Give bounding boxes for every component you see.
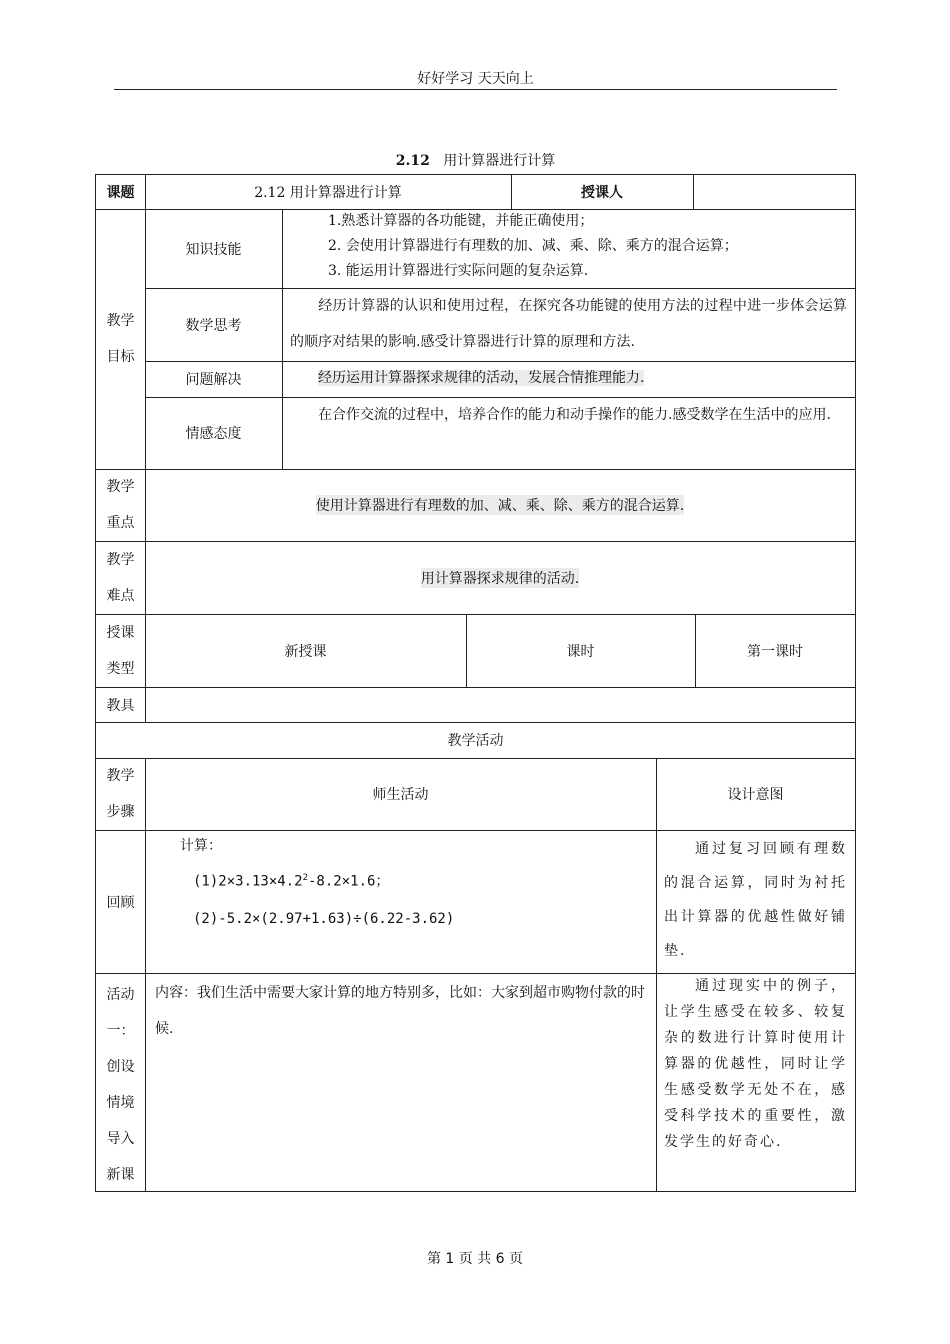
key-points-label-line1: 教学 bbox=[106, 479, 135, 495]
header-rule bbox=[114, 89, 837, 90]
objective-knowledge-content bbox=[282, 209, 856, 289]
steps-label-line2: 步骤 bbox=[106, 804, 135, 820]
title-number: 2.12 bbox=[395, 153, 430, 169]
difficulties-text: 用计算器探求规律的活动. bbox=[421, 568, 579, 588]
activity-1-label-line5: 导入 bbox=[106, 1131, 135, 1147]
review-q1-pre: (1)2×3.13×4.2 bbox=[193, 873, 303, 890]
label-lesson-type bbox=[95, 614, 146, 688]
page-header: 好好学习 天天向上 bbox=[417, 71, 534, 87]
objectives-label-line2: 目标 bbox=[106, 349, 135, 365]
knowledge-line-2: 2. 会使用计算器进行有理数的加、减、乘、除、乘方的混合运算； bbox=[328, 238, 738, 254]
label-tools: 教具 bbox=[95, 687, 146, 723]
activity-1-label-line6: 新课 bbox=[106, 1167, 135, 1183]
title-text: 用计算器进行计算 bbox=[443, 153, 556, 169]
activities-title: 教学活动 bbox=[95, 722, 856, 759]
activity-1-label-line2: 一： bbox=[106, 1023, 135, 1039]
review-q1-post: -8.2×1.6； bbox=[308, 873, 390, 890]
review-question-1 bbox=[193, 866, 389, 894]
objectives-label-line1: 教学 bbox=[106, 313, 135, 329]
activity-1-content: 内容：我们生活中需要大家计算的地方特别多，比如：大家到超市购物付款的时候. bbox=[145, 973, 657, 1192]
lesson-type-value: 新授课 bbox=[145, 614, 467, 688]
knowledge-line-1: 1.熟悉计算器的各功能键，并能正确使用； bbox=[328, 213, 594, 229]
objective-name-attitude: 情感态度 bbox=[145, 397, 283, 470]
review-content bbox=[145, 830, 657, 974]
objective-name-knowledge: 知识技能 bbox=[145, 209, 283, 289]
review-question-2: (2)-5.2×(2.97+1.63)÷(6.22-3.62) bbox=[193, 911, 455, 927]
key-points-content bbox=[145, 469, 856, 542]
label-steps bbox=[95, 758, 146, 831]
difficulties-label-line2: 难点 bbox=[106, 587, 135, 604]
column-header-intent: 设计意图 bbox=[656, 758, 856, 831]
label-activity-1 bbox=[95, 973, 146, 1192]
key-points-label-line2: 重点 bbox=[106, 515, 135, 531]
document-title bbox=[95, 150, 856, 170]
problem-text: 经历运用计算器探求规律的活动，发展合情推理能力. bbox=[318, 370, 645, 386]
label-teacher: 授课人 bbox=[511, 174, 694, 210]
review-q1-exponent: 2 bbox=[302, 873, 308, 883]
label-topic: 课题 bbox=[95, 174, 146, 210]
tools-value bbox=[145, 687, 856, 723]
key-points-text: 使用计算器进行有理数的加、减、乘、除、乘方的混合运算. bbox=[316, 495, 684, 515]
review-intro: 计算： bbox=[180, 838, 222, 854]
objective-name-thinking: 数学思考 bbox=[145, 288, 283, 362]
activity-1-label-line3: 创设 bbox=[106, 1059, 135, 1075]
activity-1-intent bbox=[656, 973, 856, 1192]
objective-thinking-content bbox=[282, 288, 856, 362]
label-review: 回顾 bbox=[95, 830, 146, 974]
label-key-points bbox=[95, 469, 146, 542]
knowledge-line-3: 3. 能运用计算器进行实际问题的复杂运算. bbox=[328, 263, 589, 279]
activity-1-label-line1: 活动 bbox=[106, 987, 135, 1003]
difficulties-content bbox=[145, 541, 856, 615]
teacher-value bbox=[693, 174, 856, 210]
activity-1-intent-text: 通过现实中的例子，让学生感受在较多、较复杂的数进行计算时使用计算器的优越性，同时让学生感受数学无处不在，感受科学技术的重要性，激发学生的好奇心. bbox=[664, 978, 847, 1150]
label-difficulties bbox=[95, 541, 146, 615]
activity-1-label-line4: 情境 bbox=[106, 1095, 135, 1111]
objective-problem-content bbox=[282, 361, 856, 398]
objective-attitude-content bbox=[282, 397, 856, 470]
column-header-activities: 师生活动 bbox=[145, 758, 657, 831]
difficulties-label-line1: 教学 bbox=[106, 551, 135, 568]
lesson-type-label-line1: 授课 bbox=[106, 624, 135, 641]
label-objectives bbox=[95, 209, 146, 470]
page-footer: 第 1 页 共 6 页 bbox=[426, 1251, 524, 1267]
review-intent bbox=[656, 830, 856, 974]
attitude-text: 在合作交流的过程中，培养合作的能力和动手操作的能力.感受数学在生活中的应用. bbox=[318, 407, 831, 423]
steps-label-line1: 教学 bbox=[106, 768, 135, 784]
review-intent-text: 通过复习回顾有理数的混合运算，同时为衬托出计算器的优越性做好铺垫. bbox=[664, 841, 847, 959]
lesson-type-label-line2: 类型 bbox=[106, 660, 135, 677]
label-period: 课时 bbox=[466, 614, 696, 688]
period-value: 第一课时 bbox=[695, 614, 856, 688]
topic-value: 2.12 用计算器进行计算 bbox=[145, 174, 512, 210]
thinking-text: 经历计算器的认识和使用过程，在探究各功能键的使用方法的过程中进一步体会运算的顺序对结果的影响.感受计算器进行计算的原理和方法. bbox=[290, 298, 847, 350]
objective-name-problem: 问题解决 bbox=[145, 361, 283, 398]
